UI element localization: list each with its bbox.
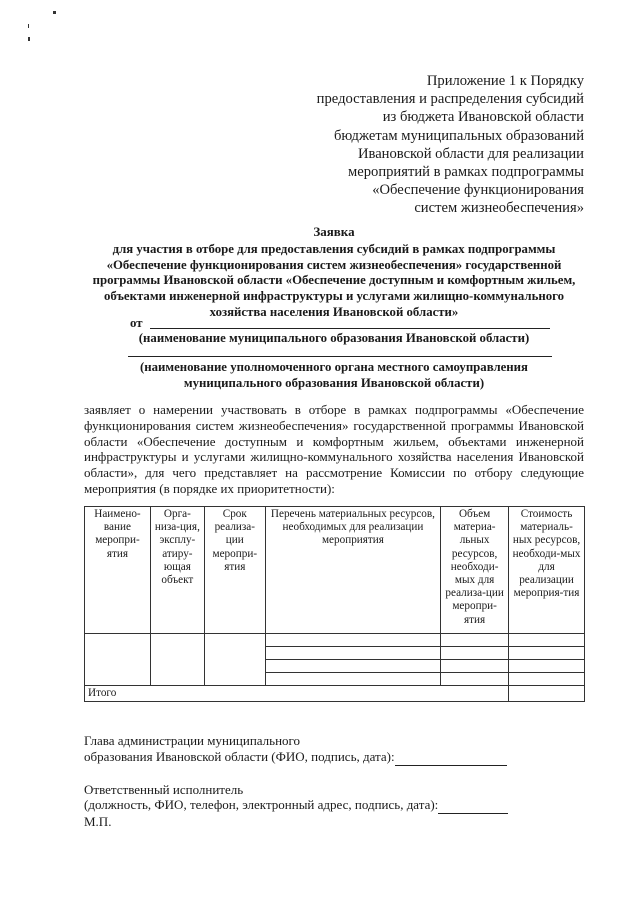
appendix-line: Ивановской области для реализации <box>357 145 584 162</box>
stamp-label: М.П. <box>84 814 112 830</box>
caption-authority-line: муниципального образования Ивановской области) <box>183 375 485 390</box>
title-line: хозяйства населения Ивановской области» <box>209 304 459 319</box>
caption-authority-line: (наименование уполномоченного органа местного самоуправления <box>140 360 528 374</box>
cell-operating-org[interactable] <box>150 634 204 686</box>
cell-resource[interactable] <box>265 647 440 660</box>
appendix-line: Приложение 1 к Порядку <box>426 73 584 89</box>
cell-resource[interactable] <box>265 660 440 673</box>
appendix-line: предоставления и распределения субсидий <box>316 91 584 108</box>
table-row <box>85 634 585 647</box>
authority-blank-line[interactable] <box>128 356 552 357</box>
measures-table <box>84 506 585 702</box>
title-line: объектами инженерной инфраструктуры и услугами жилищно-коммунального <box>103 289 564 304</box>
head-line-2-wrap <box>84 749 508 766</box>
title-line: программы Ивановской области «Обеспечение доступным и комфортным жильем, <box>92 273 576 288</box>
header-resources-cost: Стоимость материаль-ных ресурсов, необходи-мых для реализации мероприя-тия <box>509 507 585 634</box>
total-label: Итого <box>85 686 509 702</box>
from-field[interactable] <box>130 316 550 331</box>
appendix-line: систем жизнеобеспечения» <box>414 200 584 217</box>
cell-cost[interactable] <box>509 673 585 686</box>
table-total-row <box>85 686 585 702</box>
cell-resource[interactable] <box>265 673 440 686</box>
cell-measure-name[interactable] <box>85 634 151 686</box>
caption-authority <box>84 360 584 391</box>
header-operating-org: Орга-низа-ция, эксплу-атиру-ющая объект <box>150 507 204 634</box>
header-resources-volume: Объем материа-льных ресурсов, необходи-мых для реализа-ции меропри-ятия <box>441 507 509 634</box>
cell-cost[interactable] <box>509 647 585 660</box>
exec-line-2-wrap <box>84 797 508 814</box>
spacer <box>84 766 508 782</box>
scan-speck <box>28 37 30 41</box>
body-paragraph: заявляет о намерении участвовать в отборе в рамках подпрограммы «Обеспечение функционирования систем жизнеобеспечения» государственной программы Ивановской области «Обеспечение доступным и комфортным жильем, объектами инженерной инфраструктуры и услугами жилищно-коммунального хозяйства населения Ивановской области», для чего представляет на рассмотрение Комиссии по отбору следующие мероприятия (в порядке их приоритетности): <box>84 402 584 496</box>
header-term: Срок реализа-ции меропри-ятия <box>204 507 265 634</box>
cell-resource[interactable] <box>265 634 440 647</box>
total-cost-cell[interactable] <box>509 686 585 702</box>
appendix-header <box>254 72 584 218</box>
exec-line-1: Ответственный исполнитель <box>84 781 244 797</box>
cell-volume[interactable] <box>441 647 509 660</box>
cell-volume[interactable] <box>441 660 509 673</box>
exec-line-2: (должность, ФИО, телефон, электронный адрес, подпись, дата): <box>84 797 439 813</box>
from-blank-line[interactable] <box>150 328 550 329</box>
from-label: от <box>130 316 143 330</box>
cell-cost[interactable] <box>509 660 585 673</box>
appendix-line: мероприятий в рамках подпрограммы <box>348 164 584 181</box>
cell-volume[interactable] <box>441 673 509 686</box>
scan-speck <box>28 24 29 28</box>
caption-municipality: (наименование муниципального образования Ивановской области) <box>138 331 530 345</box>
document-title <box>84 224 584 321</box>
exec-signature-blank[interactable] <box>438 797 508 814</box>
head-line-1: Глава администрации муниципального <box>84 733 301 748</box>
appendix-line: «Обеспечение функционирования <box>372 182 584 199</box>
head-line-2: образования Ивановской области (ФИО, подпись, дата): <box>84 748 395 764</box>
cell-cost[interactable] <box>509 634 585 647</box>
title-heading: Заявка <box>313 224 355 239</box>
scan-speck <box>53 11 56 14</box>
cell-volume[interactable] <box>441 634 509 647</box>
head-signature-blank[interactable] <box>395 749 507 766</box>
signature-block <box>84 733 508 830</box>
title-line: «Обеспечение функционирования систем жизнеобеспечения» государственной <box>106 257 562 272</box>
appendix-line: из бюджета Ивановской области <box>382 109 584 126</box>
table-header-row <box>85 507 585 634</box>
appendix-line: бюджетам муниципальных образований <box>333 127 584 144</box>
header-measure-name: Наимено-вание меропри-ятия <box>85 507 151 634</box>
title-line: для участия в отборе для предоставления субсидий в рамках подпрограммы <box>112 241 556 256</box>
cell-term[interactable] <box>204 634 265 686</box>
header-resources-list: Перечень материальных ресурсов, необходимых для реализации мероприятия <box>265 507 440 634</box>
